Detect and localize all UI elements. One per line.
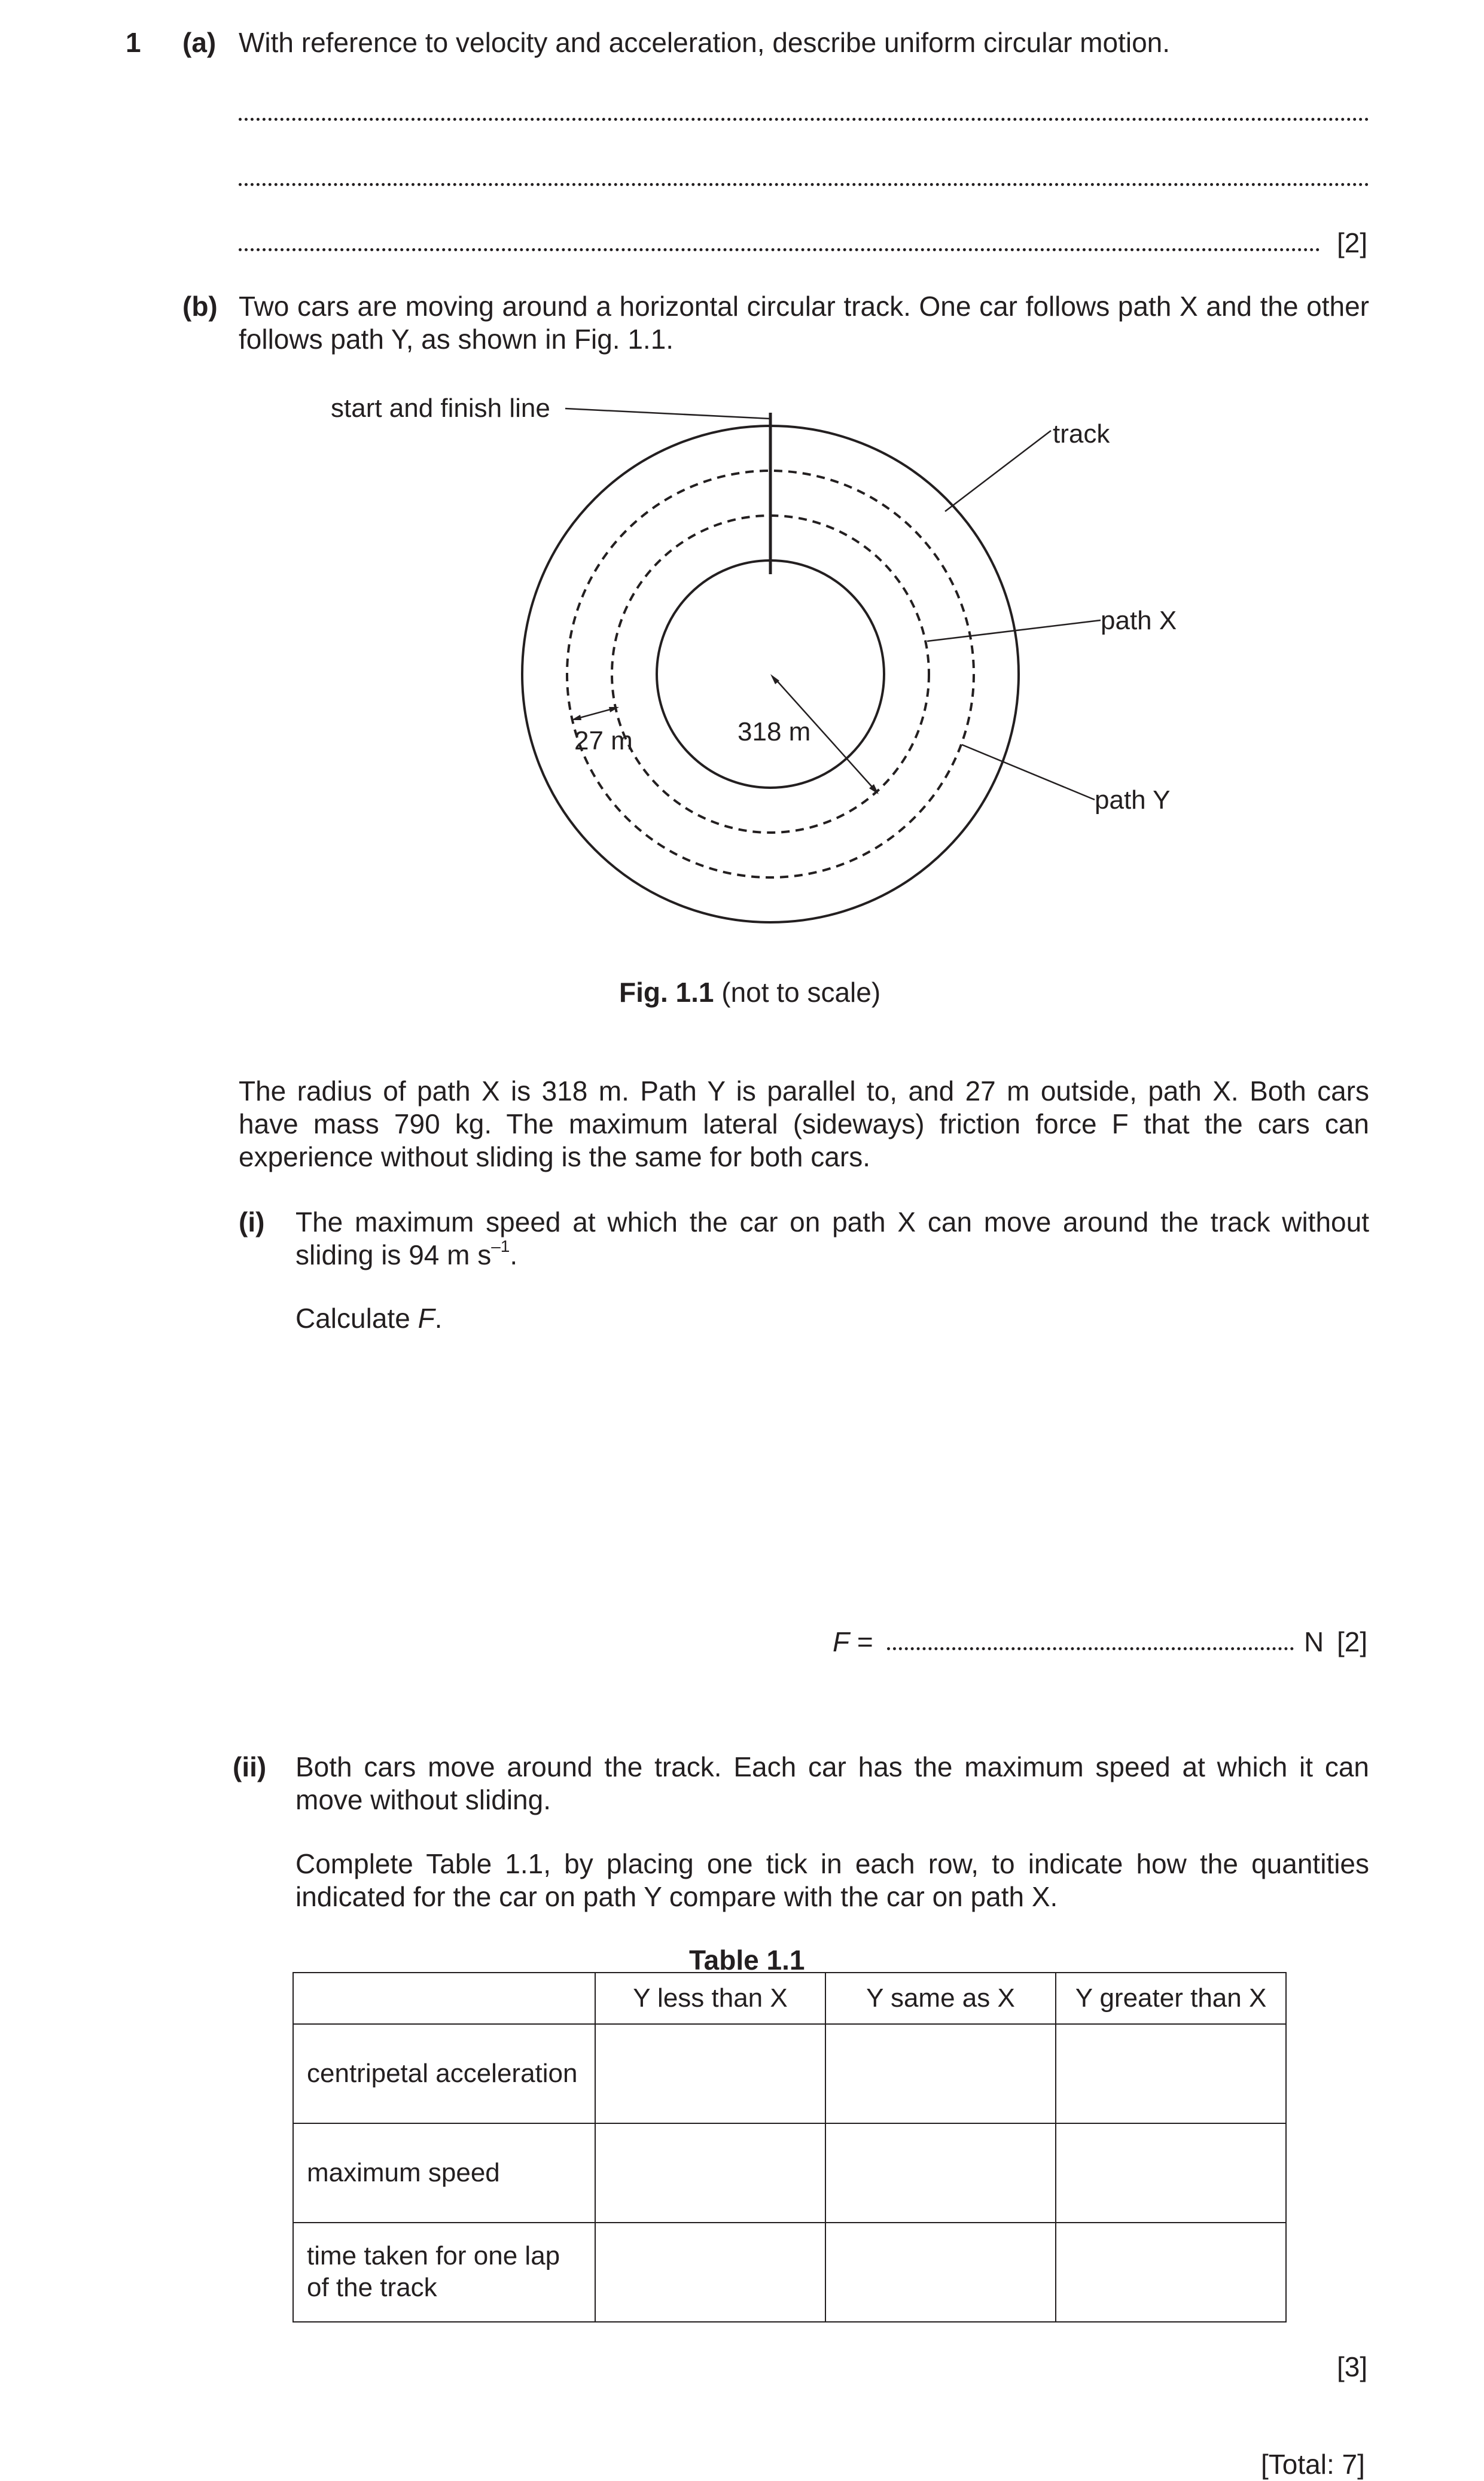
figure-caption-note: (not to scale) — [714, 977, 881, 1008]
tick-cell-speed-less[interactable] — [595, 2123, 825, 2223]
part-i-instruction — [295, 1302, 442, 1335]
figure-caption-number: Fig. 1.1 — [619, 977, 714, 1008]
figure-caption — [619, 976, 880, 1009]
part-i-answer-prefix — [833, 1626, 873, 1659]
table-header-blank — [293, 1973, 595, 2024]
tick-cell-speed-same[interactable] — [825, 2123, 1056, 2223]
part-i-label: (i) — [239, 1206, 265, 1238]
part-i-text: The maximum speed at which the car on path X can move around the track without sliding is 94 m s — [295, 1206, 1369, 1271]
table-1-1 — [292, 1972, 1287, 2322]
figure-1-1 — [0, 0, 1484, 1017]
part-a-question: With reference to velocity and acceleration, describe uniform circular motion. — [239, 27, 1171, 58]
path-y-label: path Y — [1095, 785, 1171, 815]
part-b-label: (b) — [182, 291, 218, 322]
part-a-label: (a) — [182, 27, 217, 58]
table-row — [293, 2123, 1286, 2223]
total-marks: [Total: 7] — [1261, 2449, 1365, 2480]
path-y-leader — [962, 745, 1095, 800]
part-i-instruction-var: F — [418, 1303, 435, 1334]
start-finish-leader — [565, 409, 770, 419]
tick-cell-laptime-less[interactable] — [595, 2223, 825, 2322]
tick-cell-acceleration-same[interactable] — [825, 2024, 1056, 2123]
track-leader — [945, 431, 1051, 511]
table-header-y-greater: Y greater than X — [1056, 1973, 1286, 2024]
row-label-centripetal-acceleration: centripetal acceleration — [293, 2024, 595, 2123]
tick-cell-laptime-same[interactable] — [825, 2223, 1056, 2322]
part-ii-marks: [3] — [1337, 2351, 1368, 2382]
part-i-unit-exponent: –1 — [491, 1237, 510, 1256]
part-i-answer-unit: N — [1304, 1626, 1324, 1657]
part-i-text-end: . — [510, 1239, 518, 1271]
question-number: 1 — [126, 27, 141, 58]
part-ii-instruction: Complete Table 1.1, by placing one tick in each row, to indicate how the quantities indicated for the car on path Y compare with the car on path X. — [295, 1848, 1369, 1913]
table-header-y-less: Y less than X — [595, 1973, 825, 2024]
track-label: track — [1053, 419, 1110, 449]
start-finish-label: start and finish line — [331, 394, 550, 423]
tick-cell-acceleration-less[interactable] — [595, 2024, 825, 2123]
tick-cell-acceleration-greater[interactable] — [1056, 2024, 1286, 2123]
part-ii-label: (ii) — [233, 1751, 267, 1782]
part-b-info: The radius of path X is 318 m. Path Y is parallel to, and 27 m outside, path X. Both cars have mass 790 kg. The maximum lateral (sideways) friction force F that the cars can experience without sliding is the same for both cars. — [239, 1075, 1369, 1173]
part-ii-text: Both cars move around the track. Each car has the maximum speed at which it can move without sliding. — [295, 1751, 1369, 1816]
part-i-marks: [2] — [1337, 1626, 1368, 1657]
part-a-marks: [2] — [1337, 227, 1368, 258]
part-i-answer-line[interactable] — [887, 1647, 1294, 1650]
part-i-instruction-pre: Calculate — [295, 1303, 418, 1334]
table-title: Table 1.1 — [689, 1944, 805, 1976]
tick-cell-speed-greater[interactable] — [1056, 2123, 1286, 2223]
table-row — [293, 2223, 1286, 2322]
radius-label: 318 m — [738, 717, 811, 746]
path-x-label: path X — [1101, 606, 1177, 635]
table-header-row — [293, 1973, 1286, 2024]
gap-arrow-line — [575, 708, 615, 719]
row-label-lap-time: time taken for one lap of the track — [293, 2223, 595, 2322]
part-b-intro: Two cars are moving around a horizontal circular track. One car follows path X and the other follows path Y, as shown in Fig. 1.1. — [239, 291, 1369, 355]
part-i-question — [295, 1206, 1369, 1272]
part-i-answer-eq: = — [849, 1626, 873, 1657]
table-header-y-same: Y same as X — [825, 1973, 1056, 2024]
table-row — [293, 2024, 1286, 2123]
tick-cell-laptime-greater[interactable] — [1056, 2223, 1286, 2322]
part-i-answer-var: F — [833, 1626, 850, 1657]
row-label-maximum-speed: maximum speed — [293, 2123, 595, 2223]
part-i-instruction-post: . — [434, 1303, 443, 1334]
gap-label: 27 m — [574, 726, 633, 755]
